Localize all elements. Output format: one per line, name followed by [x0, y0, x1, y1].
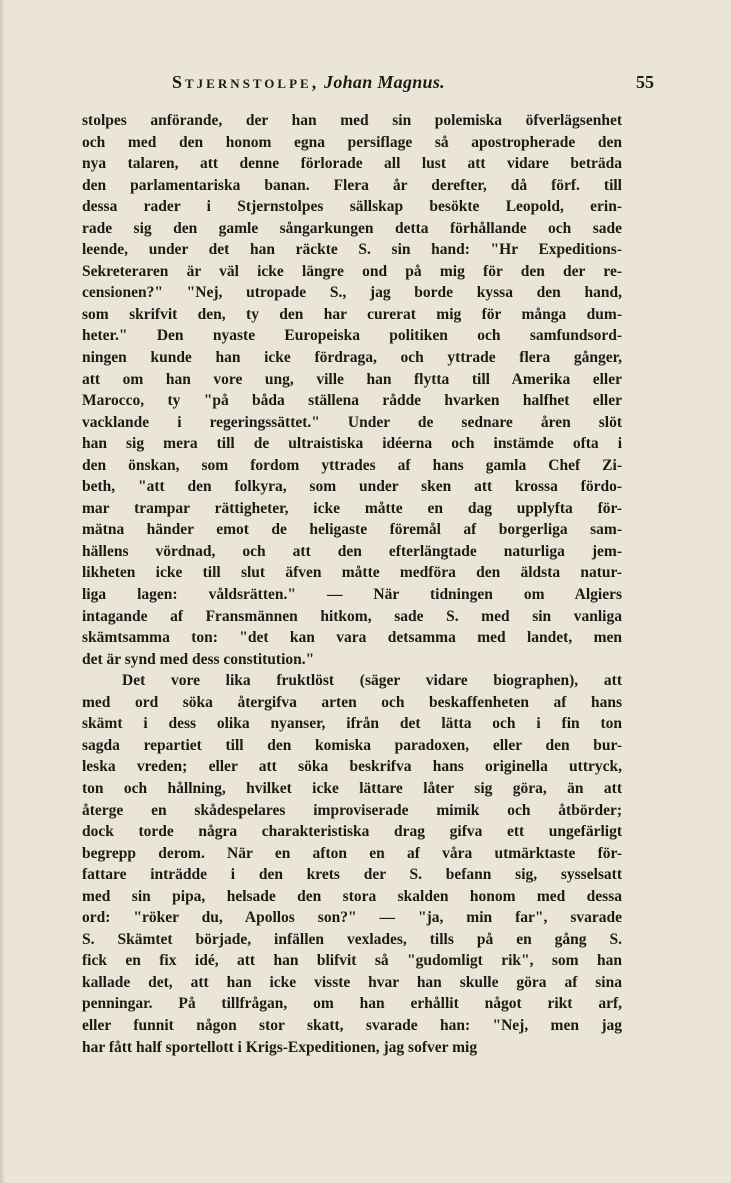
text-line: mätna händer emot de heligaste föremål af borgerliga sam-: [82, 521, 622, 539]
text-line: beth, "att den folkyra, som under sken att krossa fördo-: [82, 478, 622, 496]
author-surname: Stjernstolpe,: [172, 72, 320, 92]
text-line: kallade det, att han icke visste hvar han skulle göra af sina: [82, 973, 622, 991]
text-line: skämt i dess olika nyanser, ifrån det lätta och i fin ton: [82, 715, 622, 733]
text-line: nya talaren, att denne förlorade all lust att vidare beträda: [82, 155, 622, 173]
text-line: leende, under det han räckte S. sin hand: "Hr Expeditions-: [82, 241, 622, 259]
text-line: som skrifvit den, ty den har curerat mig för många dum-: [82, 305, 622, 323]
text-line: och med den honom egna persiflage så apostropherade den: [82, 133, 622, 151]
text-line: fattare inträdde i den krets der S. befann sig, sysselsatt: [82, 866, 622, 884]
text-line: det är synd med dess constitution.": [82, 650, 315, 668]
text-line: leska vreden; eller att söka beskrifva hans originella uttryck,: [82, 758, 622, 776]
body-text: [82, 110, 622, 1058]
text-line: mar trampar rättigheter, icke måtte en dag upplyfta för-: [82, 499, 622, 517]
text-line: att om han vore ung, ville han flytta till Amerika eller: [82, 370, 622, 388]
text-line: skämtsamma ton: "det kan vara detsamma med landet, men: [82, 629, 622, 647]
author-given-names: Johan Magnus.: [324, 72, 445, 92]
text-line: ningen kunde han icke fördraga, och yttrade flera gånger,: [82, 349, 622, 367]
text-line: återge en skådespelares improviserade mimik och åtbörder;: [82, 801, 622, 819]
text-line: liga lagen: våldsrätten." — När tidningen om Algiers: [82, 586, 622, 604]
text-line: intagande af Fransmännen hitkom, sade S. med sin vanliga: [82, 607, 622, 625]
text-line: penningar. På tillfrågan, om han erhållit något rikt arf,: [82, 995, 622, 1013]
text-line: S. Skämtet började, infällen vexlades, tills på en gång S.: [82, 930, 622, 948]
text-line: dock torde några charakteristiska drag gifva ett ungefärligt: [82, 823, 622, 841]
text-line: med ord söka återgifva arten och beskaffenheten af hans: [82, 693, 622, 711]
text-line: ton och hållning, hvilket icke lättare låter sig göra, än att: [82, 779, 622, 797]
page-edge-shadow: [0, 0, 5, 1183]
text-line: eller funnit någon stor skatt, svarade han: "Nej, men jag: [82, 1016, 622, 1034]
text-line: han sig mera till de ultraistiska idéerna och instämde ofta i: [82, 435, 622, 453]
text-line: stolpes anförande, der han med sin polemiska öfverlägsenhet: [82, 112, 622, 129]
text-line: fick en fix idé, att han blifvit så "gudomligt rik", som han: [82, 952, 622, 970]
text-line: dessa rader i Stjernstolpes sällskap besökte Leopold, erin-: [82, 198, 622, 216]
text-line: Marocco, ty "på båda ställena rådde hvarken halfhet eller: [82, 392, 622, 410]
text-line: begrepp derom. När en afton en af våra utmärktaste för-: [82, 844, 622, 862]
text-line: Det vore lika fruktlöst (säger vidare biographen), att: [122, 672, 622, 690]
text-line: vacklande i regeringssättet." Under de sednare åren slöt: [82, 413, 622, 431]
text-line: Sekreteraren är väl icke längre ond på mig för den der re-: [82, 262, 622, 280]
text-line: den parlamentariska banan. Flera år derefter, då förf. till: [82, 176, 622, 194]
text-line: sagda repartiet till den komiska paradoxen, eller den bur-: [82, 736, 622, 754]
text-line: med sin pipa, helsade den stora skalden honom med dessa: [82, 887, 622, 905]
page-number: 55: [636, 72, 654, 92]
text-line: likheten icke till slut äfven måtte medföra den äldsta natur-: [82, 564, 622, 582]
running-header: [82, 72, 654, 98]
text-line: heter." Den nyaste Europeiska politiken och samfundsord-: [82, 327, 622, 345]
text-line: har fått half sportellott i Krigs-Expeditionen, jag sofver mig: [82, 1038, 478, 1056]
text-line: hällens vördnad, och att den efterlängtade naturliga jem-: [82, 542, 622, 560]
running-title: [172, 72, 445, 93]
text-line: censionen?" "Nej, utropade S., jag borde kyssa den hand,: [82, 284, 622, 302]
text-line: ord: "röker du, Apollos son?" — "ja, min far", svarade: [82, 909, 622, 927]
text-line: rade sig den gamle sångarkungen detta förhållande och sade: [82, 219, 622, 237]
text-line: den önskan, som fordom yttrades af hans gamla Chef Zi-: [82, 456, 622, 474]
